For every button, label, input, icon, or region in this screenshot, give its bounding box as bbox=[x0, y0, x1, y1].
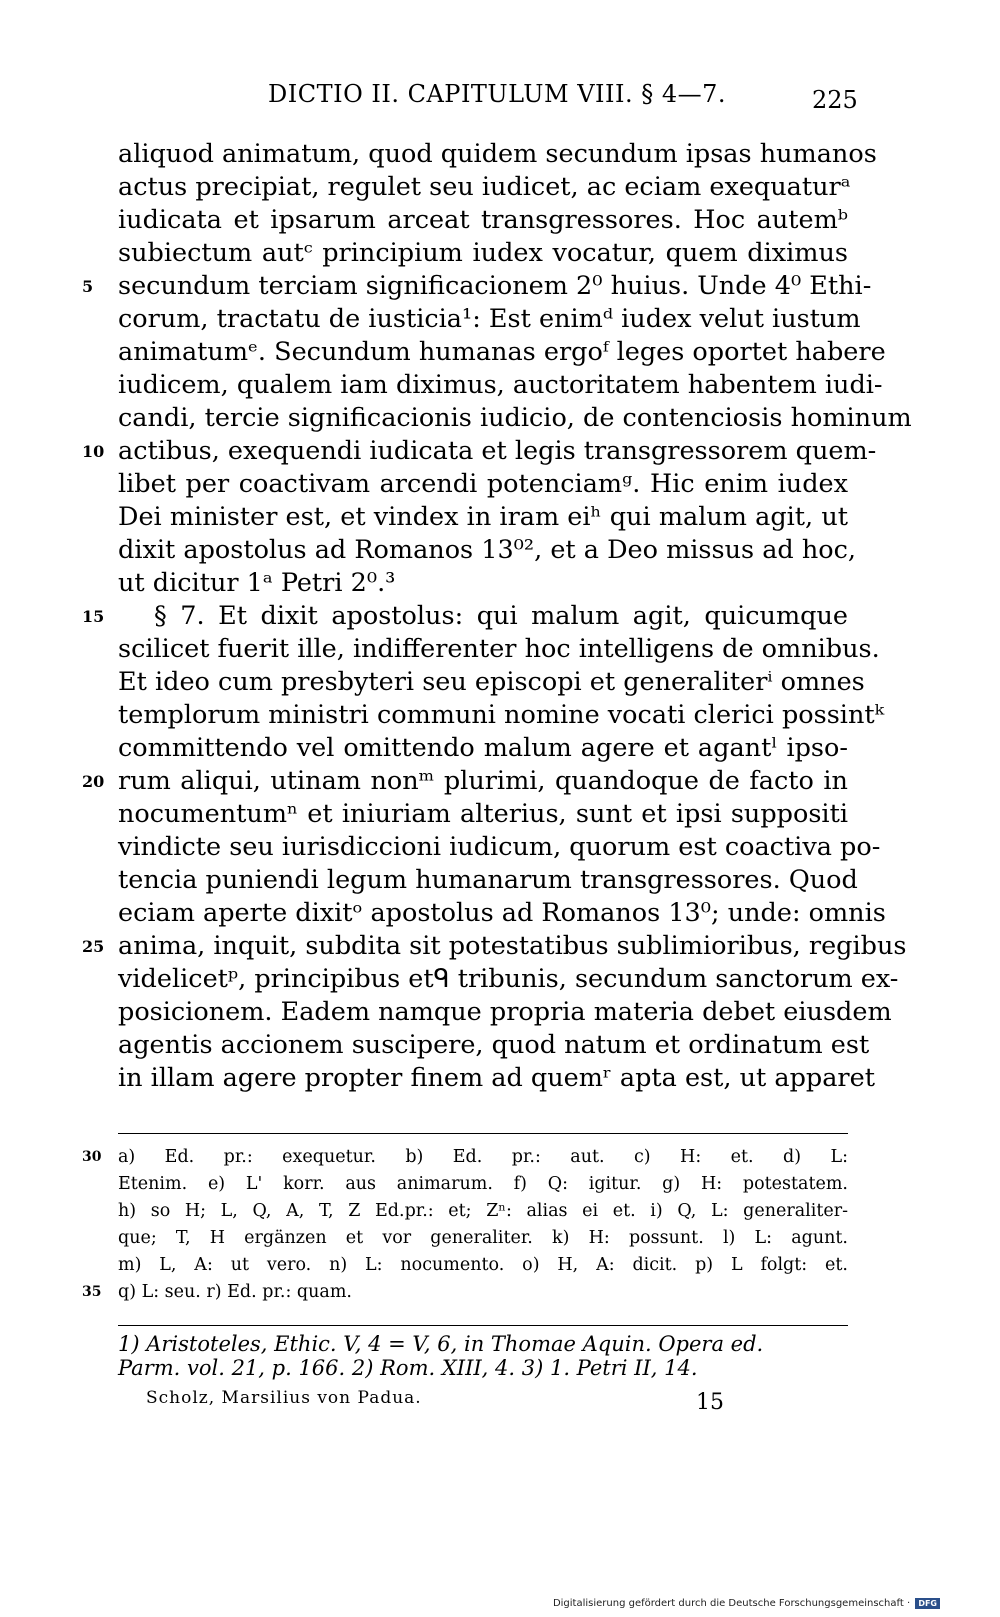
signature-number: 15 bbox=[696, 1390, 724, 1415]
reference-line: Parm. vol. 21, p. 166. 2) Rom. XIII, 4. 3) 1. Petri II, 14. bbox=[118, 1356, 698, 1380]
text-line: dixit apostolus ad Romanos 13⁰², et a Deo missus ad hoc, bbox=[118, 535, 857, 565]
reference-divider bbox=[118, 1325, 848, 1326]
text-line: vindicte seu iurisdiccioni iudicum, quorum est coactiva po- bbox=[118, 832, 881, 862]
digitization-credit bbox=[553, 1598, 940, 1609]
text-line: subiectum autᶜ principium iudex vocatur, quem diximus bbox=[118, 238, 848, 268]
text-line: posicionem. Eadem namque propria materia debet eiusdem bbox=[118, 997, 892, 1027]
text-line: Et ideo cum presbyteri seu episcopi et generaliterⁱ omnes bbox=[118, 667, 865, 697]
text-line: scilicet fuerit ille, indifferenter hoc intelligens de omnibus. bbox=[118, 634, 880, 664]
text-line: templorum ministri communi nomine vocati clerici possintᵏ bbox=[118, 700, 884, 730]
text-line: ut dicitur 1ᵃ Petri 2⁰.³ bbox=[118, 568, 396, 598]
text-line: actus precipiat, regulet seu iudicet, ac eciam exequaturᵃ bbox=[118, 172, 851, 202]
reference-line: 1) Aristoteles, Ethic. V, 4 = V, 6, in Thomae Aquin. Opera ed. bbox=[118, 1332, 764, 1356]
text-line: libet per coactivam arcendi potenciamᵍ. Hic enim iudex bbox=[118, 469, 848, 499]
text-line: rum aliqui, utinam nonᵐ plurimi, quandoque de facto in bbox=[118, 766, 848, 796]
footnote-line: que; T, H ergänzen et vor generaliter. k) H: possunt. l) L: agunt. bbox=[118, 1228, 848, 1248]
line-number: 20 bbox=[82, 772, 105, 791]
text-line: corum, tractatu de iusticia¹: Est enimᵈ iudex velut iustum bbox=[118, 304, 861, 334]
line-number: 10 bbox=[82, 442, 105, 461]
text-line: candi, tercie significacionis iudicio, de contenciosis hominum bbox=[118, 403, 912, 433]
footnote-line: Etenim. e) L' korr. aus animarum. f) Q: igitur. g) H: potestatem. bbox=[118, 1174, 848, 1194]
page-number: 225 bbox=[812, 86, 858, 114]
text-line: actibus, exequendi iudicata et legis transgressorem quem- bbox=[118, 436, 877, 466]
text-line: iudicem, qualem iam diximus, auctoritatem habentem iudi- bbox=[118, 370, 883, 400]
footnote-line: a) Ed. pr.: exequetur. b) Ed. pr.: aut. c) H: et. d) L: bbox=[118, 1147, 848, 1167]
footnote-line: m) L, A: ut vero. n) L: nocumento. o) H, A: dicit. p) L folgt: et. bbox=[118, 1255, 848, 1275]
text-line: tencia puniendi legum humanarum transgressores. Quod bbox=[118, 865, 858, 895]
text-line: animatumᵉ. Secundum humanas ergoᶠ leges oportet habere bbox=[118, 337, 886, 367]
running-header: DICTIO II. CAPITULUM VIII. § 4—7. bbox=[268, 80, 727, 108]
text-line: nocumentumⁿ et iniuriam alterius, sunt et ipsi suppositi bbox=[118, 799, 848, 829]
dfg-logo: DFG bbox=[915, 1598, 940, 1609]
line-number: 15 bbox=[82, 607, 105, 626]
text-line: committendo vel omittendo malum agere et agantˡ ipso- bbox=[118, 733, 848, 763]
text-line: aliquod animatum, quod quidem secundum ipsas humanos bbox=[118, 139, 877, 169]
text-line: in illam agere propter finem ad quemʳ apta est, ut apparet bbox=[118, 1063, 875, 1093]
footnote-line: q) L: seu. r) Ed. pr.: quam. bbox=[118, 1282, 352, 1302]
footnote-line-number: 35 bbox=[82, 1284, 102, 1300]
printer-signature: Scholz, Marsilius von Padua. bbox=[146, 1388, 422, 1408]
text-line: agentis accionem suscipere, quod natum et ordinatum est bbox=[118, 1030, 870, 1060]
text-line: iudicata et ipsarum arceat transgressores. Hoc autemᵇ bbox=[118, 205, 848, 235]
text-line: videlicetᵖ, principibus etᑫ tribunis, secundum sanctorum ex- bbox=[118, 964, 899, 994]
line-number: 5 bbox=[82, 277, 94, 296]
line-number: 25 bbox=[82, 937, 105, 956]
text-line: anima, inquit, subdita sit potestatibus sublimioribus, regibus bbox=[118, 931, 907, 961]
footnote-line: h) so H; L, Q, A, T, Z Ed.pr.: et; Zⁿ: alias ei et. i) Q, L: generaliter- bbox=[118, 1201, 848, 1221]
footnote-divider bbox=[118, 1133, 848, 1134]
section-7-opening-line: § 7. Et dixit apostolus: qui malum agit, quicumque bbox=[154, 601, 848, 631]
text-line: eciam aperte dixitᵒ apostolus ad Romanos 13⁰; unde: omnis bbox=[118, 898, 886, 928]
text-line: secundum terciam significacionem 2⁰ huius. Unde 4⁰ Ethi- bbox=[118, 271, 872, 301]
credit-text: Digitalisierung gefördert durch die Deutsche Forschungsgemeinschaft · bbox=[552, 1598, 911, 1609]
text-line: Dei minister est, et vindex in iram eiʰ qui malum agit, ut bbox=[118, 502, 848, 532]
footnote-line-number: 30 bbox=[82, 1149, 102, 1165]
